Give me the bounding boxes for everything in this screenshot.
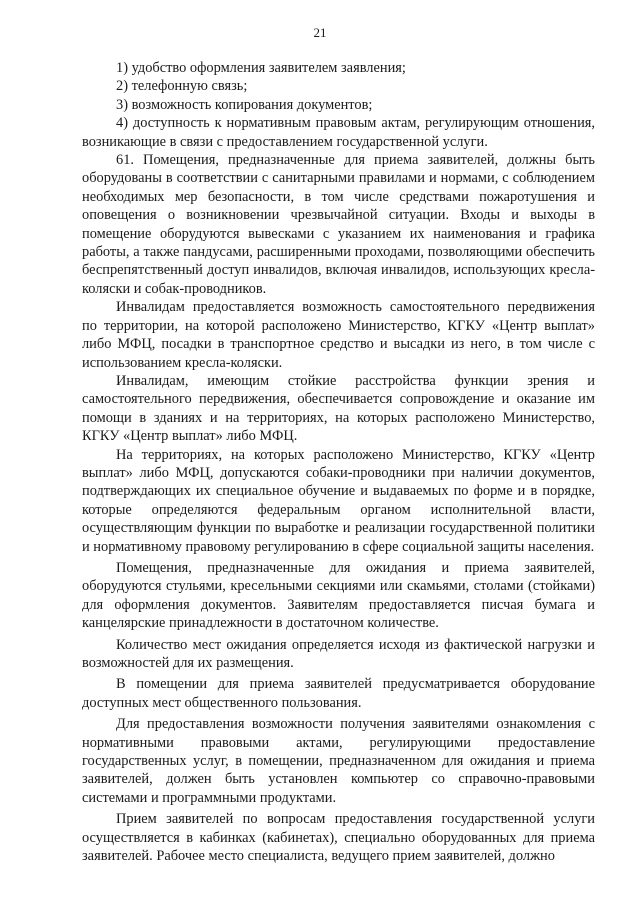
list-item: 4) доступность к нормативным правовым актам, регулирующим отношения, возникающие в связи с предоставлением государственной услуги. [82,115,595,150]
paragraph: Количество мест ожидания определяется исходя из фактической нагрузки и возможностей для их размещения. [82,636,595,671]
list-item: 1) удобство оформления заявителем заявления; [116,60,406,76]
paragraph: Прием заявителей по вопросам предоставления государственной услуги осуществляется в кабинках (кабинетах), специально оборудованных для приема заявителей. Рабочее место специалиста, ведущего прием заявителей, должно [82,811,595,865]
paragraph: В помещении для приема заявителей предусматривается оборудование доступных мест общественного пользования. [82,676,595,711]
list-item: 2) телефонную связь; [116,78,248,95]
paragraph: Для предоставления возможности получения заявителями ознакомления с нормативными правовыми актами, регулирующими предоставление государственных услуг, в помещении, предназначенном для ожидания и приема заявителей, должен быть установлен компьютер со справочно-правовыми системами и программными продуктами. [82,716,595,806]
paragraph: Инвалидам предоставляется возможность самостоятельного передвижения по территории, на которой расположено Министерство, КГКУ «Центр выплат» либо МФЦ, посадки в транспортное средство и высадки из него, в том числе с использованием кресла-коляски. [82,299,595,371]
page-number: 21 [313,25,327,40]
list-item: 3) возможность копирования документов; [116,96,373,113]
paragraph-61: 61. Помещения, предназначенные для приема заявителей, должны быть оборудованы в соответствии с санитарными правилами и нормами, с соблюдением необходимых мер безопасности, в том числе средствами пожаротушения и оповещения о возникновении чрезвычайной ситуации. Входы и выходы в помещение оборудуются вывесками с указанием их наименования и графика работы, а также пандусами, расширенными проходами, позволяющими обеспечить беспрепятственный доступ инвалидов, включая инвалидов, использующих кресла-коляски и собак-проводников. [82,152,595,297]
document-body [82,59,595,865]
paragraph: Помещения, предназначенные для ожидания и приема заявителей, оборудуются стульями, кресельными секциями или скамьями, столами (стойками) для оформления документов. Заявителям предоставляется писчая бумага и канцелярские принадлежности в достаточном количестве. [82,559,595,632]
paragraph: Инвалидам, имеющим стойкие расстройства функции зрения и самостоятельного передвижения, обеспечивается сопровождение и оказание им помощи в зданиях и на территориях, на которых расположено Министерство, КГКУ «Центр выплат» либо МФЦ. [82,372,595,445]
paragraph: На территориях, на которых расположено Министерство, КГКУ «Центр выплат» либо МФЦ, допускаются собаки-проводники при наличии документов, подтверждающих их специальное обучение и выдаваемых по форме и в порядке, которые определяются федеральным органом исполнительной власти, осуществляющим функции по выработке и реализации государственной политики и нормативному правовому регулированию в сфере социальной защиты населения. [82,446,595,555]
